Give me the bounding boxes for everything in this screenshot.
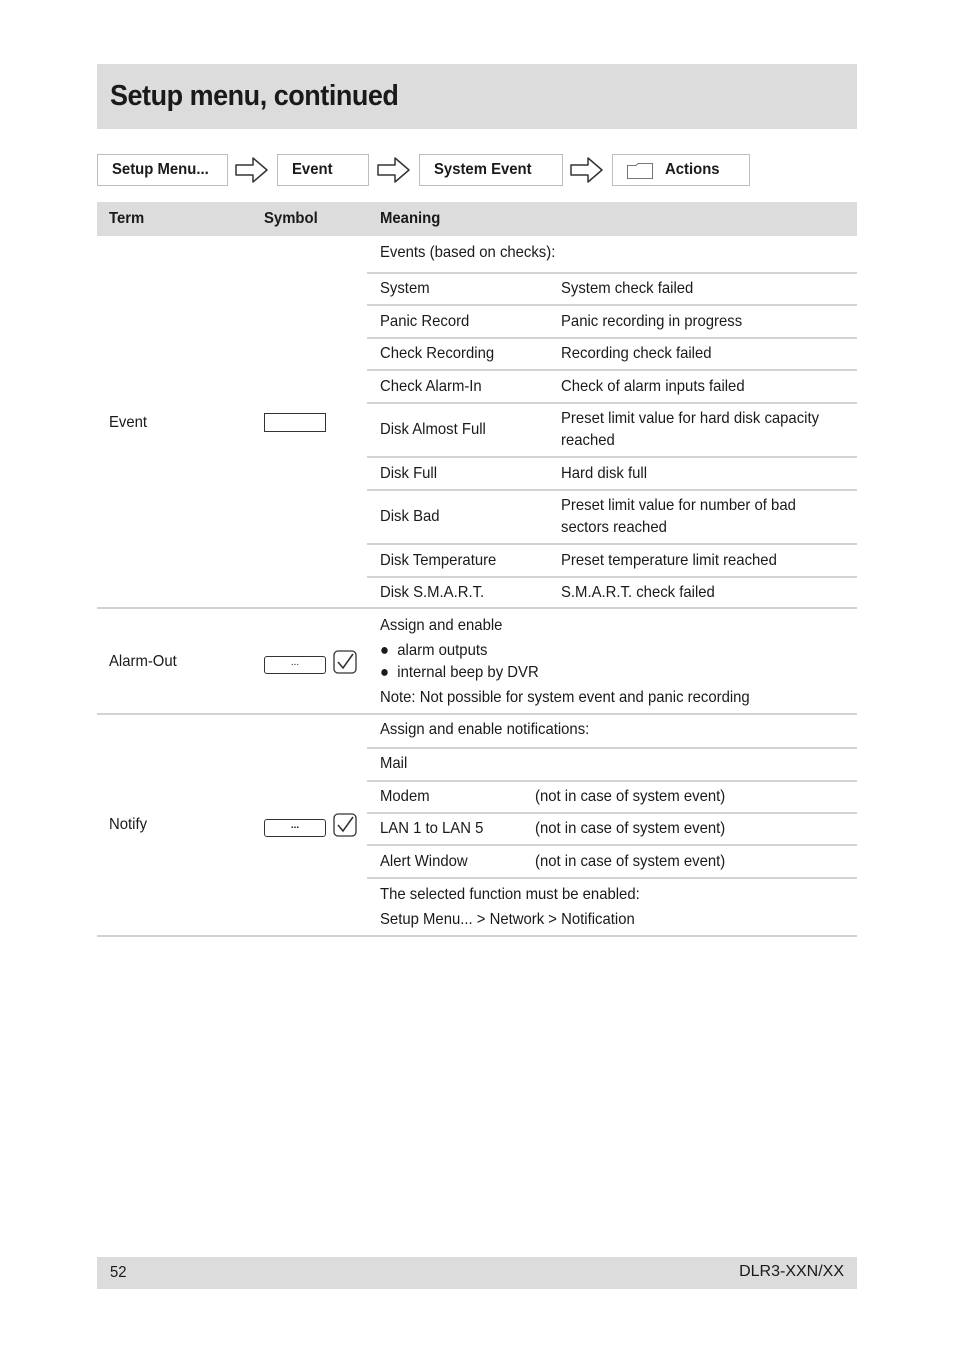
event-name: Disk S.M.A.R.T. [380,584,485,601]
term-alarm-out: Alarm-Out [109,653,177,670]
text-field-symbol [264,413,326,432]
event-desc: sectors reached [561,519,667,536]
arrow-right-icon [234,155,270,185]
event-desc: System check failed [561,280,694,297]
event-name: System [380,280,430,297]
notify-desc: (not in case of system event) [535,820,726,837]
event-name: Check Alarm-In [380,378,482,395]
breadcrumb-setup-menu[interactable]: Setup Menu... [97,154,228,186]
breadcrumb-event[interactable]: Event [277,154,369,186]
term-event: Event [109,414,148,431]
event-name: Disk Almost Full [380,421,486,438]
event-intro: Events (based on checks): [380,244,556,261]
column-meaning: Meaning [380,210,441,227]
folder-icon [627,163,653,179]
arrow-right-icon [569,155,605,185]
arrow-right-icon [376,155,412,185]
event-desc: Panic recording in progress [561,313,743,330]
notify-name: Modem [380,788,430,805]
title-bar [97,64,857,129]
column-symbol: Symbol [264,210,318,227]
event-desc: Preset limit value for hard disk capacity [561,410,820,427]
event-desc: S.M.A.R.T. check failed [561,584,715,601]
event-desc: Recording check failed [561,345,712,362]
page-title: Setup menu, continued [110,80,399,112]
notify-name: LAN 1 to LAN 5 [380,820,484,837]
notify-name: Alert Window [380,853,468,870]
event-desc: Check of alarm inputs failed [561,378,745,395]
button-symbol: ... [264,656,326,674]
checkbox-checked-icon [333,650,357,674]
breadcrumb-actions[interactable]: Actions [612,154,750,186]
event-name: Disk Bad [380,508,440,525]
page-footer [97,1257,857,1289]
notify-note: The selected function must be enabled: [380,886,640,903]
notify-desc: (not in case of system event) [535,853,726,870]
event-desc: Preset temperature limit reached [561,552,777,569]
event-name: Disk Full [380,465,438,482]
term-notify: Notify [109,816,148,833]
event-name: Disk Temperature [380,552,497,569]
event-desc: reached [561,432,615,449]
page-number: 52 [110,1264,127,1281]
table-header [97,202,857,236]
alarm-out-line: Assign and enable [380,617,503,634]
column-term: Term [109,210,145,227]
alarm-out-bullet: ● internal beep by DVR [380,664,539,681]
event-name: Check Recording [380,345,495,362]
button-symbol: ... [264,819,326,837]
checkbox-checked-icon [333,813,357,837]
alarm-out-bullet: ● alarm outputs [380,642,488,659]
model-number: DLR3-XXN/XX [739,1263,844,1280]
notify-intro: Assign and enable notifications: [380,721,590,738]
notify-desc: (not in case of system event) [535,788,726,805]
event-desc: Preset limit value for number of bad [561,497,796,514]
event-name: Panic Record [380,313,470,330]
notify-name: Mail [380,755,408,772]
event-desc: Hard disk full [561,465,648,482]
breadcrumb-system-event[interactable]: System Event [419,154,563,186]
notify-note: Setup Menu... > Network > Notification [380,911,635,928]
alarm-out-note: Note: Not possible for system event and panic recording [380,689,750,706]
